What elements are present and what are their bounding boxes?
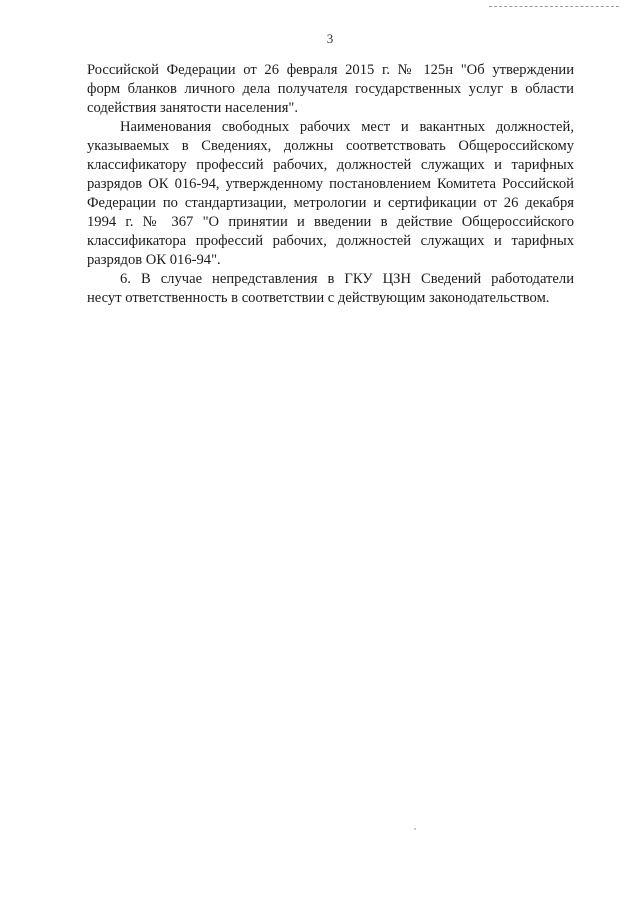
paragraph-2-line-1: Наименования свободных рабочих мест и вакантных должностей,	[120, 119, 574, 135]
paragraph-2-line-7: классификатора профессий рабочих, должностей служащих и тарифных	[87, 233, 574, 249]
paragraph-1-line-3: содействия занятости населения".	[87, 100, 299, 116]
paragraph-2-line-2: указываемых в Сведениях, должны соответствовать Общероссийскому	[87, 138, 574, 154]
paragraph-2-line-3: классификатору профессий рабочих, должностей служащих и тарифных	[87, 157, 574, 173]
paragraph-3-line-1: 6. В случае непредставления в ГКУ ЦЗН Сведений работодатели	[120, 271, 574, 287]
paragraph-2-line-8: разрядов ОК 016-94".	[87, 252, 221, 268]
scan-speck	[414, 828, 416, 830]
paragraph-2-line-6: 1994 г. № 367 "О принятии и введении в действие Общероссийского	[87, 214, 574, 230]
paragraph-1-line-2: форм бланков личного дела получателя государственных услуг в области	[87, 81, 574, 97]
paragraph-2-line-5: Федерации по стандартизации, метрологии и сертификации от 26 декабря	[87, 195, 574, 211]
scan-edge-mark	[489, 6, 619, 8]
paragraph-3-line-2: несут ответственность в соответствии с действующим законодательством.	[87, 290, 550, 306]
paragraph-2-line-4: разрядов ОК 016-94, утвержденному постановлением Комитета Российской	[87, 176, 574, 192]
paragraph-1-line-1: Российской Федерации от 26 февраля 2015 г. № 125н "Об утверждении	[87, 62, 574, 78]
page-number: 3	[326, 31, 334, 46]
